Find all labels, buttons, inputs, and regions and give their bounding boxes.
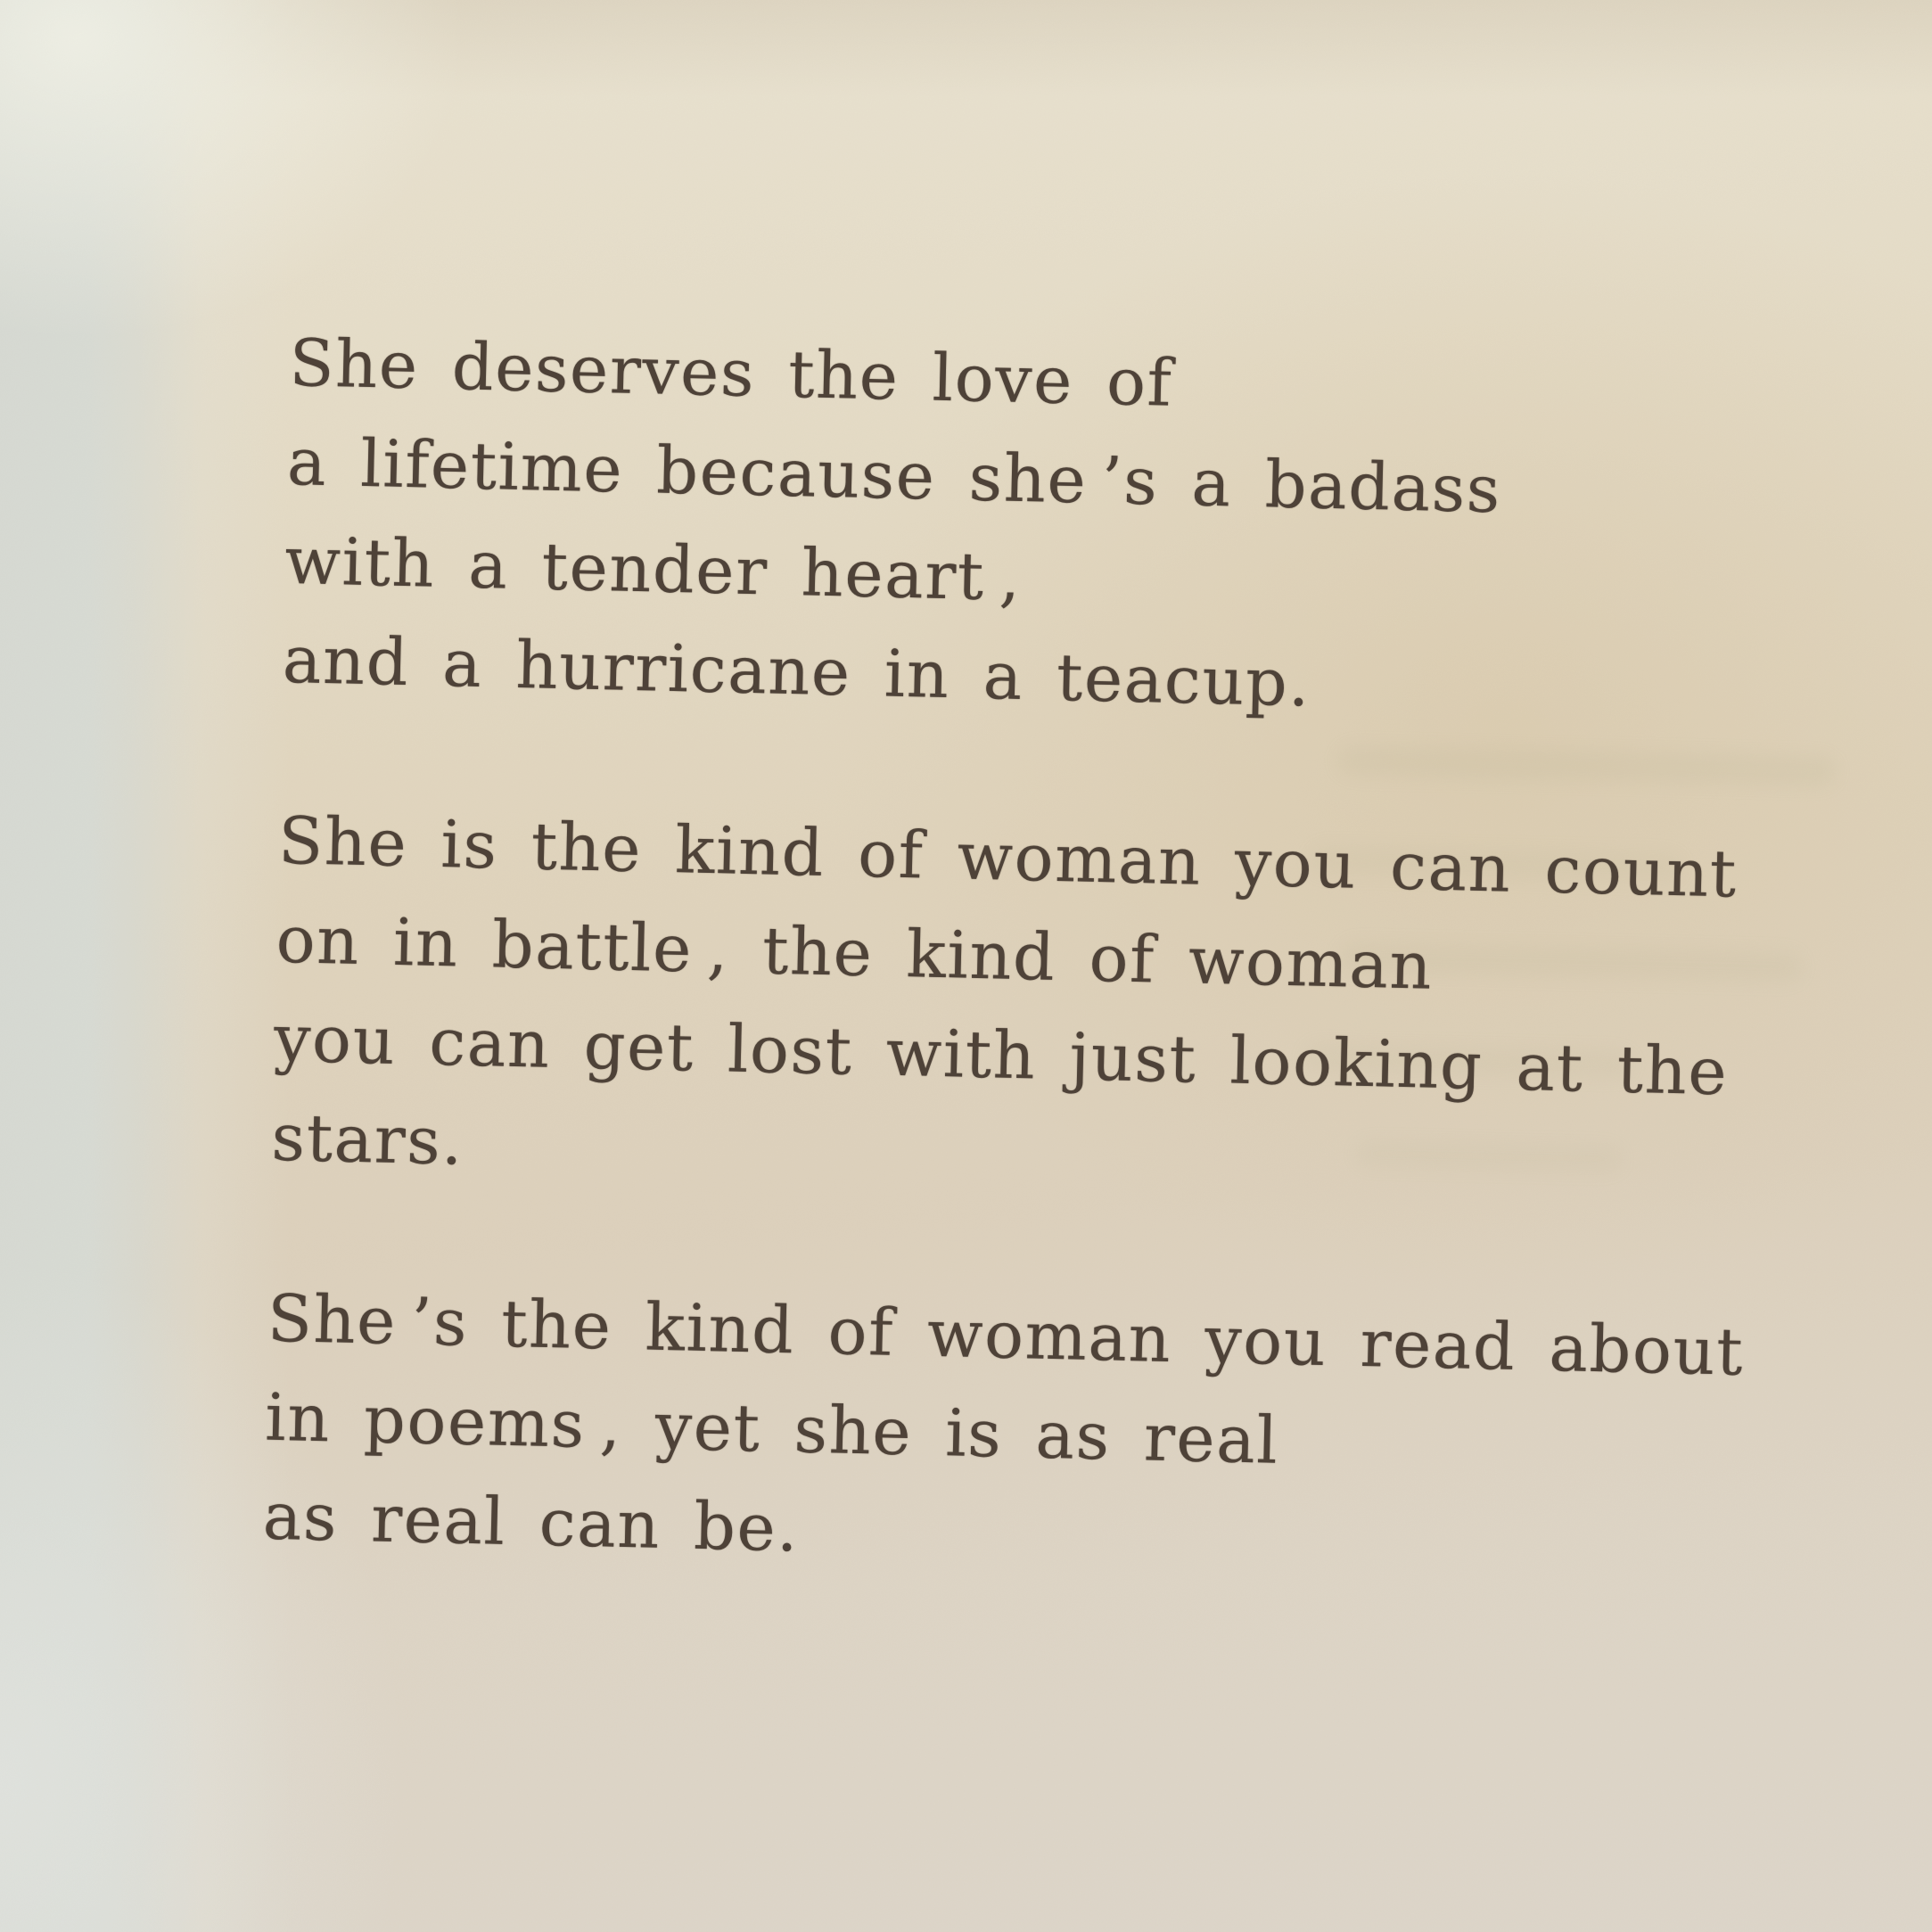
poem-line: a lifetime because she ’s a badass [286,423,1502,529]
poem-stanza-2 [270,792,1795,1222]
poem-line: as real can be. [261,1478,801,1567]
poem-line: She ’s the kind of woman you read about [267,1280,1746,1391]
poem-line: She is the kind of woman you can count [277,802,1739,913]
poem-stanza-1 [282,314,1806,744]
poem-line: in poems , yet she is as real [264,1379,1280,1479]
poem-line: She deserves the love of [288,325,1174,422]
poem-line: and a hurricane in a teacup. [282,621,1312,722]
poem-line: you can get lost with just looking at the [273,1000,1730,1111]
poem-line: with a tender heart , [284,522,1023,616]
poem-line: on in battle , the kind of woman [275,901,1435,1005]
poem-line: stars. [270,1099,465,1180]
poem-text [260,314,1806,1683]
poem-stanza-3 [262,1270,1784,1601]
